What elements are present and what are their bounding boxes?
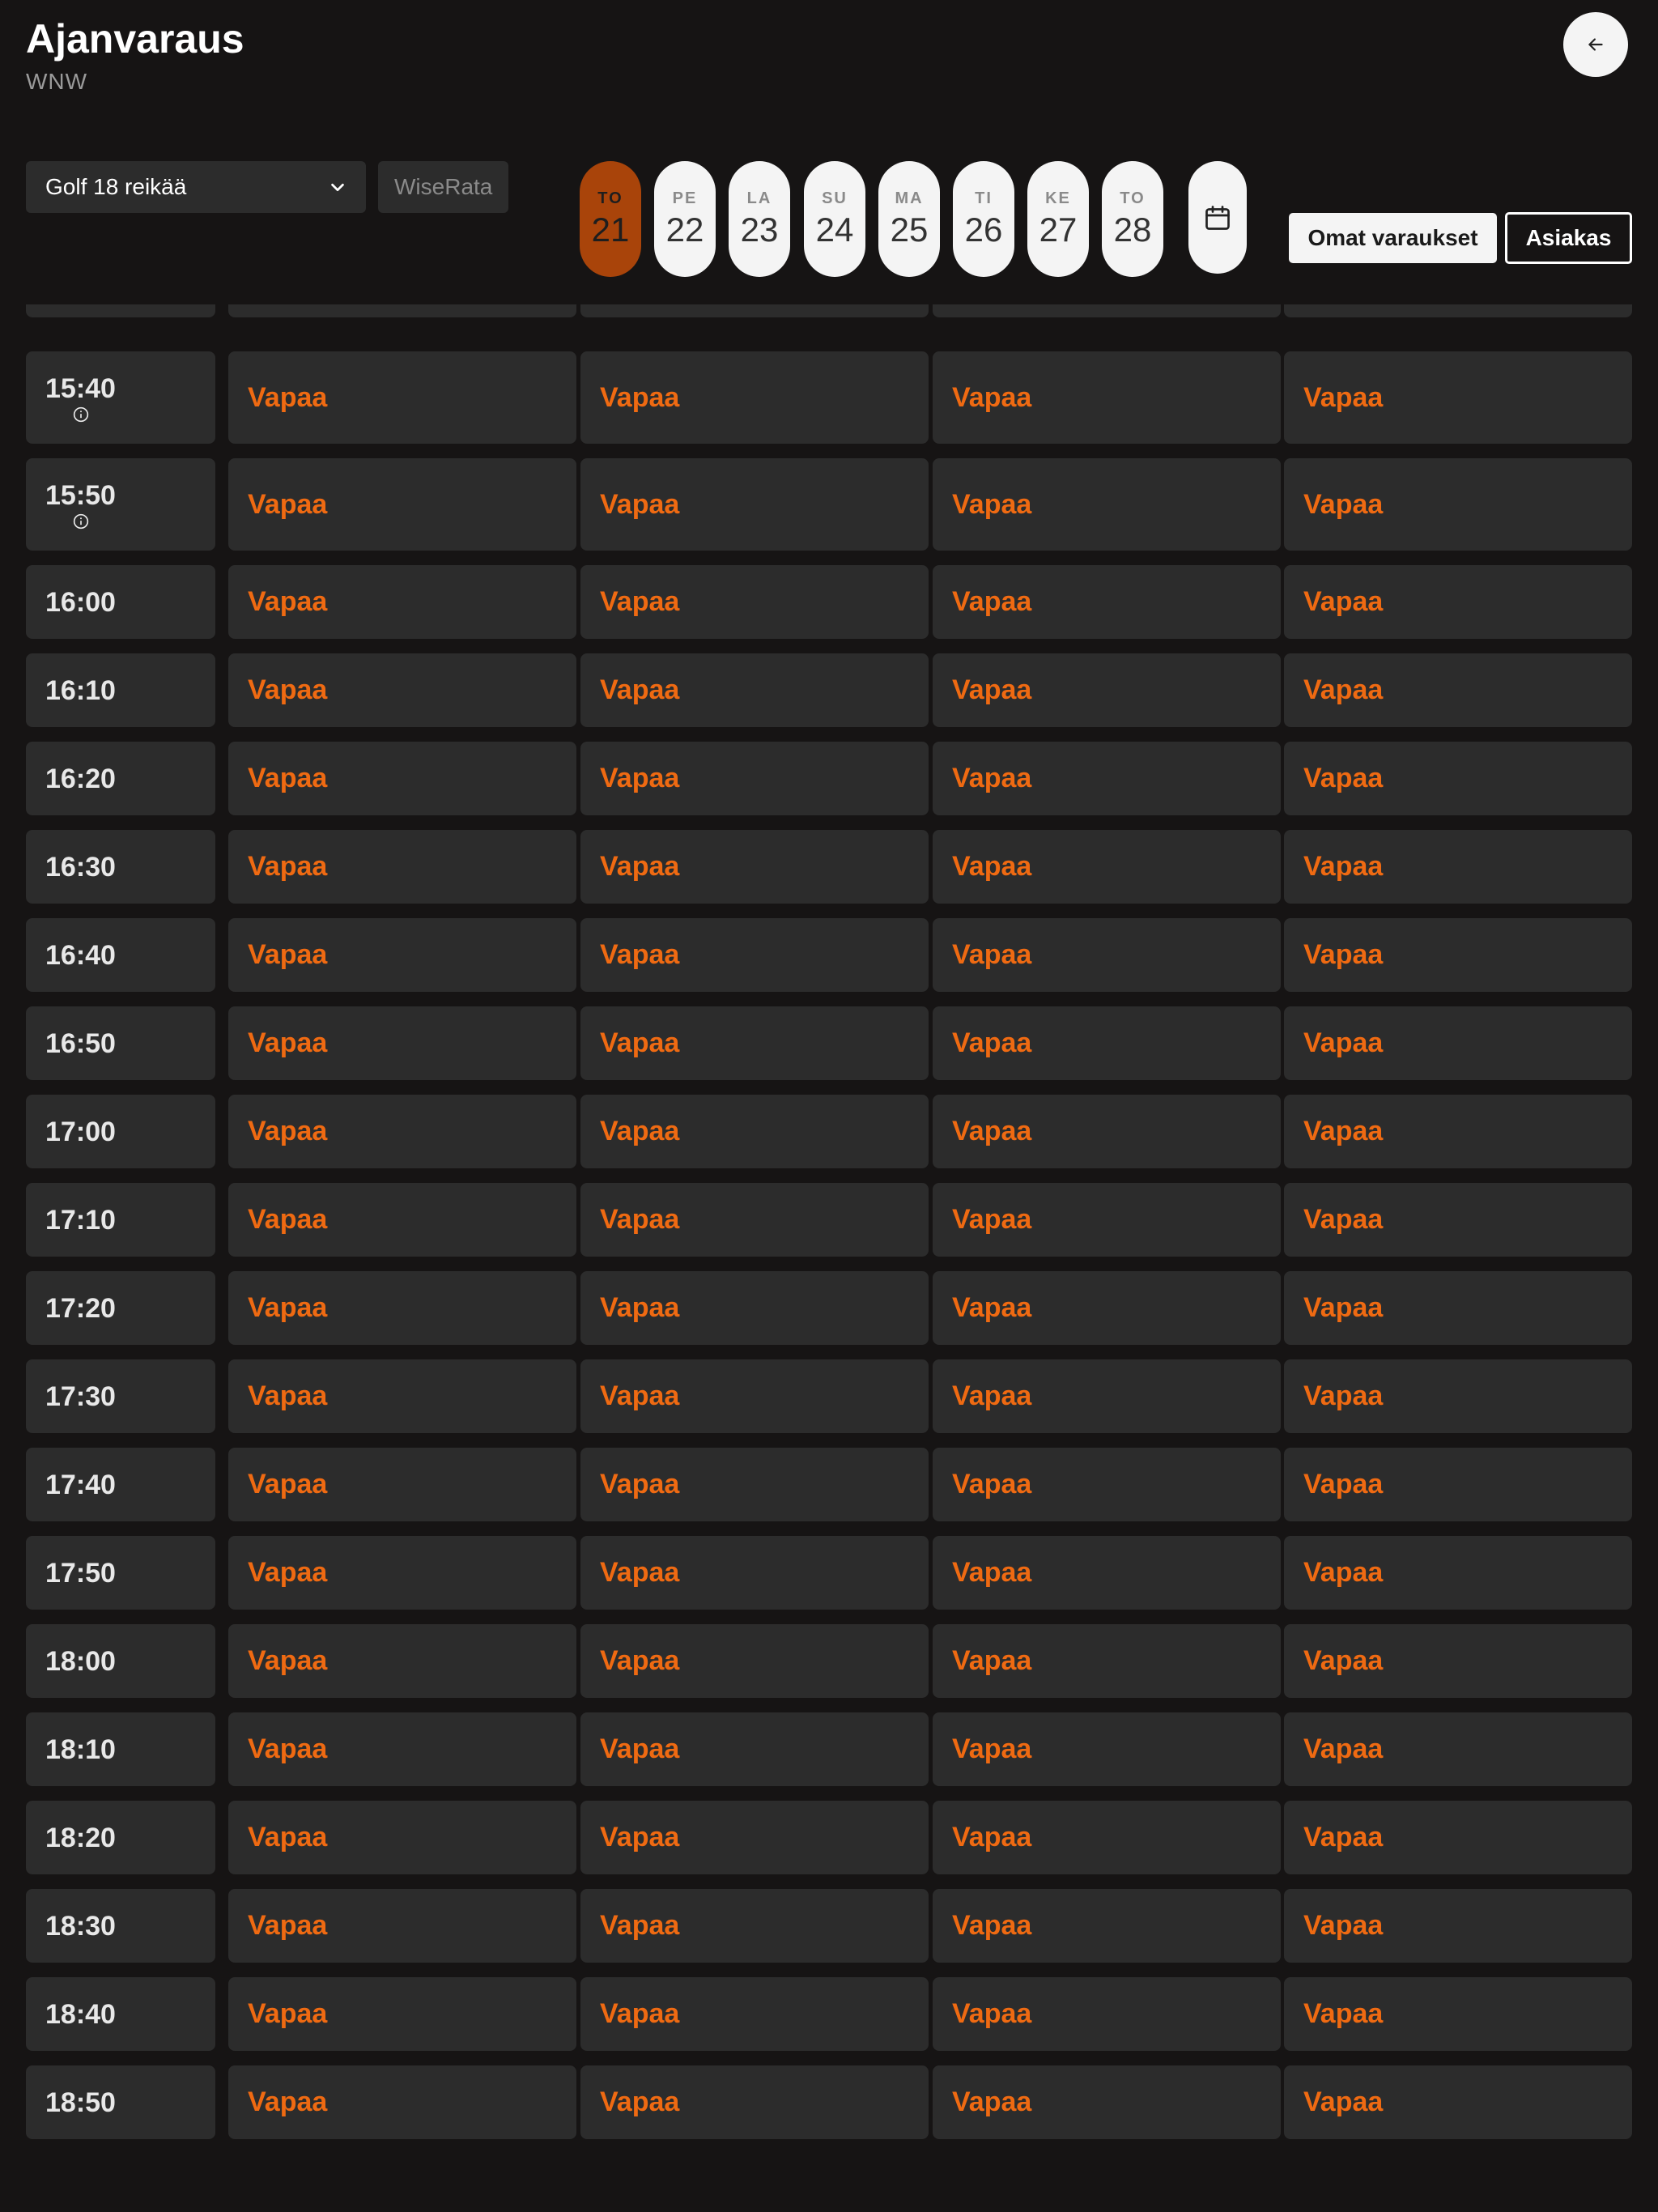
slot-row xyxy=(0,653,1658,727)
slot-status: Vapaa xyxy=(248,1645,328,1676)
info-icon[interactable] xyxy=(73,406,89,423)
slot-cell[interactable] xyxy=(1284,1448,1632,1521)
slot-status: Vapaa xyxy=(248,1027,328,1058)
slot-cell[interactable] xyxy=(1284,458,1632,551)
slot-status: Vapaa xyxy=(1303,1116,1384,1146)
slot-cell[interactable] xyxy=(1284,304,1632,317)
slot-cell[interactable] xyxy=(1284,1977,1632,2051)
slot-cell[interactable] xyxy=(580,1624,929,1698)
slot-cell[interactable] xyxy=(228,830,576,904)
time-label: 16:40 xyxy=(45,939,116,971)
time-label: 18:20 xyxy=(45,1822,116,1853)
day-number: 27 xyxy=(1039,210,1078,249)
slot-status: Vapaa xyxy=(600,1380,680,1411)
own-bookings-button[interactable]: Omat varaukset xyxy=(1289,213,1497,263)
day-number: 22 xyxy=(665,210,704,249)
slot-cell[interactable] xyxy=(228,1624,576,1698)
time-label: 16:10 xyxy=(45,674,116,706)
slot-status: Vapaa xyxy=(1303,2087,1384,2117)
slot-cell[interactable] xyxy=(933,565,1281,639)
slot-cell[interactable] xyxy=(1284,1801,1632,1874)
slot-cell[interactable] xyxy=(580,1271,929,1345)
slot-status: Vapaa xyxy=(1303,1557,1384,1588)
slot-status: Vapaa xyxy=(952,2087,1032,2117)
slot-row xyxy=(0,458,1658,551)
time-label: 15:40 xyxy=(45,373,116,404)
time-label: 18:30 xyxy=(45,1910,116,1942)
slot-cell[interactable] xyxy=(1284,565,1632,639)
slot-cell[interactable] xyxy=(228,653,576,727)
time-label: 16:30 xyxy=(45,851,116,883)
slot-cell[interactable] xyxy=(580,1801,929,1874)
slot-status: Vapaa xyxy=(248,1910,328,1941)
slot-cell[interactable] xyxy=(1284,1536,1632,1610)
time-label: 17:50 xyxy=(45,1557,116,1589)
slot-status: Vapaa xyxy=(952,1645,1032,1676)
slot-status: Vapaa xyxy=(1303,488,1384,520)
slot-cell[interactable] xyxy=(933,1359,1281,1433)
slot-status: Vapaa xyxy=(952,488,1032,520)
slot-row xyxy=(0,1183,1658,1257)
slot-status: Vapaa xyxy=(600,1204,680,1235)
page-subtitle: WNW xyxy=(26,69,88,94)
slot-status: Vapaa xyxy=(600,763,680,793)
slot-cell[interactable] xyxy=(580,351,929,444)
slot-row xyxy=(0,1359,1658,1433)
slot-cell[interactable] xyxy=(580,742,929,815)
slot-cell[interactable] xyxy=(580,1006,929,1080)
slot-status: Vapaa xyxy=(248,1822,328,1853)
slot-cell[interactable] xyxy=(933,1271,1281,1345)
slot-cell[interactable] xyxy=(1284,1889,1632,1963)
time-cell xyxy=(26,1712,215,1786)
customer-button[interactable]: Asiakas xyxy=(1505,212,1632,264)
slot-row xyxy=(0,565,1658,639)
slot-status: Vapaa xyxy=(952,1380,1032,1411)
slot-status: Vapaa xyxy=(600,1645,680,1676)
slot-status: Vapaa xyxy=(248,586,328,617)
slot-cell[interactable] xyxy=(1284,830,1632,904)
slot-row xyxy=(0,830,1658,904)
slot-status: Vapaa xyxy=(1303,1733,1384,1764)
slot-cell[interactable] xyxy=(1284,653,1632,727)
time-label: 16:20 xyxy=(45,763,116,794)
time-label: 17:30 xyxy=(45,1380,116,1412)
slot-row xyxy=(0,1006,1658,1080)
time-label: 18:50 xyxy=(45,2087,116,2118)
day-name: SU xyxy=(822,189,848,207)
slot-cell[interactable] xyxy=(580,1977,929,2051)
slot-status: Vapaa xyxy=(1303,1910,1384,1941)
time-label: 17:10 xyxy=(45,1204,116,1236)
arrow-left-icon xyxy=(1585,34,1606,55)
time-label: 17:40 xyxy=(45,1469,116,1500)
slot-cell[interactable] xyxy=(228,1977,576,2051)
slot-status: Vapaa xyxy=(952,763,1032,793)
slot-row xyxy=(0,918,1658,992)
slot-cell[interactable] xyxy=(933,1536,1281,1610)
slot-status: Vapaa xyxy=(600,1469,680,1499)
time-cell xyxy=(26,304,215,317)
day-number: 26 xyxy=(964,210,1003,249)
time-cell xyxy=(26,1977,215,2051)
day-2[interactable] xyxy=(729,161,790,277)
slot-status: Vapaa xyxy=(600,1557,680,1588)
time-label: 18:00 xyxy=(45,1645,116,1677)
slot-cell[interactable] xyxy=(580,830,929,904)
slot-status: Vapaa xyxy=(248,1116,328,1146)
slot-status: Vapaa xyxy=(952,851,1032,882)
course-field[interactable]: WiseRata xyxy=(378,161,508,213)
slot-cell[interactable] xyxy=(933,458,1281,551)
slot-status: Vapaa xyxy=(600,1910,680,1941)
slot-cell[interactable] xyxy=(1284,1359,1632,1433)
slot-cell[interactable] xyxy=(1284,1271,1632,1345)
time-label: 17:00 xyxy=(45,1116,116,1147)
slot-cell[interactable] xyxy=(933,1889,1281,1963)
time-cell xyxy=(26,918,215,992)
slot-status: Vapaa xyxy=(600,1733,680,1764)
slot-status: Vapaa xyxy=(952,1116,1032,1146)
slot-row-partial xyxy=(0,304,1658,317)
game-type-value: Golf 18 reikää xyxy=(45,174,187,199)
day-name: LA xyxy=(746,189,772,207)
time-cell xyxy=(26,458,215,551)
slot-cell[interactable] xyxy=(1284,1095,1632,1168)
slot-cell[interactable] xyxy=(933,2065,1281,2139)
slot-status: Vapaa xyxy=(248,1292,328,1323)
slot-row xyxy=(0,351,1658,444)
time-cell xyxy=(26,830,215,904)
slot-status: Vapaa xyxy=(952,1204,1032,1235)
slot-status: Vapaa xyxy=(952,1822,1032,1853)
slot-cell[interactable] xyxy=(580,1448,929,1521)
day-number: 25 xyxy=(890,210,929,249)
slot-cell[interactable] xyxy=(228,458,576,551)
slot-cell[interactable] xyxy=(228,918,576,992)
slot-cell[interactable] xyxy=(580,1712,929,1786)
day-name: TI xyxy=(975,189,993,207)
slot-cell[interactable] xyxy=(933,304,1281,317)
slot-status: Vapaa xyxy=(600,1292,680,1323)
slot-cell[interactable] xyxy=(933,351,1281,444)
day-name: MA xyxy=(895,189,924,207)
slot-cell[interactable] xyxy=(1284,2065,1632,2139)
slot-cell[interactable] xyxy=(1284,1712,1632,1786)
day-name: KE xyxy=(1045,189,1071,207)
time-cell xyxy=(26,1006,215,1080)
slot-status: Vapaa xyxy=(952,1733,1032,1764)
slot-cell[interactable] xyxy=(1284,918,1632,992)
time-cell xyxy=(26,1183,215,1257)
slot-cell[interactable] xyxy=(933,918,1281,992)
slot-status: Vapaa xyxy=(600,674,680,705)
slot-cell[interactable] xyxy=(933,1095,1281,1168)
slot-cell[interactable] xyxy=(228,1183,576,1257)
day-3[interactable] xyxy=(804,161,865,277)
slot-status: Vapaa xyxy=(1303,1292,1384,1323)
time-cell xyxy=(26,1271,215,1345)
slot-row xyxy=(0,1889,1658,1963)
time-label: 18:10 xyxy=(45,1733,116,1765)
slot-cell[interactable] xyxy=(580,1183,929,1257)
slot-status: Vapaa xyxy=(248,674,328,705)
slot-cell[interactable] xyxy=(933,1801,1281,1874)
slot-cell[interactable] xyxy=(1284,742,1632,815)
slot-cell[interactable] xyxy=(228,565,576,639)
calendar-icon xyxy=(1203,203,1232,232)
slot-status: Vapaa xyxy=(600,851,680,882)
slot-cell[interactable] xyxy=(228,1271,576,1345)
slot-status: Vapaa xyxy=(600,1822,680,1853)
slot-cell[interactable] xyxy=(228,1006,576,1080)
slot-status: Vapaa xyxy=(248,939,328,970)
slot-status: Vapaa xyxy=(248,488,328,520)
time-cell xyxy=(26,742,215,815)
slot-row xyxy=(0,1712,1658,1786)
time-cell xyxy=(26,2065,215,2139)
slot-cell[interactable] xyxy=(933,1448,1281,1521)
slot-cell[interactable] xyxy=(933,830,1281,904)
slot-cell[interactable] xyxy=(228,351,576,444)
game-type-select[interactable] xyxy=(26,161,366,213)
slot-row xyxy=(0,742,1658,815)
day-number: 23 xyxy=(740,210,779,249)
slot-status: Vapaa xyxy=(1303,381,1384,413)
slot-status: Vapaa xyxy=(248,2087,328,2117)
slot-cell[interactable] xyxy=(228,742,576,815)
slot-status: Vapaa xyxy=(600,1998,680,2029)
slot-cell[interactable] xyxy=(580,304,929,317)
day-4[interactable] xyxy=(878,161,940,277)
slot-cell[interactable] xyxy=(580,2065,929,2139)
slot-row xyxy=(0,1448,1658,1521)
slot-status: Vapaa xyxy=(952,1469,1032,1499)
slot-status: Vapaa xyxy=(248,1557,328,1588)
slot-status: Vapaa xyxy=(952,1557,1032,1588)
slot-status: Vapaa xyxy=(248,851,328,882)
slot-status: Vapaa xyxy=(952,1027,1032,1058)
slot-status: Vapaa xyxy=(952,586,1032,617)
slot-status: Vapaa xyxy=(1303,1822,1384,1853)
slot-row xyxy=(0,2065,1658,2139)
info-icon[interactable] xyxy=(73,513,89,530)
slot-cell[interactable] xyxy=(580,1359,929,1433)
slot-status: Vapaa xyxy=(1303,763,1384,793)
slot-status: Vapaa xyxy=(1303,1380,1384,1411)
time-cell xyxy=(26,1095,215,1168)
time-label: 17:20 xyxy=(45,1292,116,1324)
slot-row xyxy=(0,1271,1658,1345)
slot-status: Vapaa xyxy=(600,939,680,970)
slot-status: Vapaa xyxy=(1303,851,1384,882)
day-name: PE xyxy=(672,189,698,207)
slot-cell[interactable] xyxy=(228,1448,576,1521)
slot-status: Vapaa xyxy=(600,381,680,413)
time-cell xyxy=(26,351,215,444)
slot-status: Vapaa xyxy=(952,1998,1032,2029)
time-cell xyxy=(26,1359,215,1433)
slot-row xyxy=(0,1536,1658,1610)
slot-status: Vapaa xyxy=(600,586,680,617)
time-cell xyxy=(26,653,215,727)
time-cell xyxy=(26,1801,215,1874)
slot-cell[interactable] xyxy=(933,1712,1281,1786)
day-6[interactable] xyxy=(1027,161,1089,277)
slot-status: Vapaa xyxy=(248,381,328,413)
slot-row xyxy=(0,1801,1658,1874)
slot-cell[interactable] xyxy=(580,1889,929,1963)
time-cell xyxy=(26,1889,215,1963)
slot-status: Vapaa xyxy=(952,1292,1032,1323)
back-button[interactable] xyxy=(1563,12,1628,77)
slot-cell[interactable] xyxy=(933,653,1281,727)
slot-status: Vapaa xyxy=(600,1027,680,1058)
slot-status: Vapaa xyxy=(952,674,1032,705)
time-label: 15:50 xyxy=(45,480,116,511)
time-cell xyxy=(26,1448,215,1521)
slot-cell[interactable] xyxy=(228,1889,576,1963)
slot-cell[interactable] xyxy=(933,742,1281,815)
slot-row xyxy=(0,1977,1658,2051)
chevron-down-icon xyxy=(329,178,346,196)
slot-status: Vapaa xyxy=(248,1204,328,1235)
slot-cell[interactable] xyxy=(933,1977,1281,2051)
slot-status: Vapaa xyxy=(248,763,328,793)
slot-status: Vapaa xyxy=(248,1380,328,1411)
slot-cell[interactable] xyxy=(228,1536,576,1610)
slot-status: Vapaa xyxy=(1303,674,1384,705)
slot-cell[interactable] xyxy=(228,1801,576,1874)
day-7[interactable] xyxy=(1102,161,1163,277)
time-label: 16:50 xyxy=(45,1027,116,1059)
slot-cell[interactable] xyxy=(228,304,576,317)
slot-cell[interactable] xyxy=(228,1712,576,1786)
slot-status: Vapaa xyxy=(1303,1998,1384,2029)
slot-cell[interactable] xyxy=(933,1624,1281,1698)
day-name: TO xyxy=(1120,189,1146,207)
slot-cell[interactable] xyxy=(580,1095,929,1168)
slot-cell[interactable] xyxy=(1284,1624,1632,1698)
time-cell xyxy=(26,1536,215,1610)
slot-status: Vapaa xyxy=(248,1733,328,1764)
slot-cell[interactable] xyxy=(933,1006,1281,1080)
slot-status: Vapaa xyxy=(1303,1027,1384,1058)
time-label: 18:40 xyxy=(45,1998,116,2030)
slot-status: Vapaa xyxy=(952,939,1032,970)
slot-status: Vapaa xyxy=(952,1910,1032,1941)
slot-cell[interactable] xyxy=(1284,351,1632,444)
day-1[interactable] xyxy=(654,161,716,277)
day-5[interactable] xyxy=(953,161,1014,277)
slot-cell[interactable] xyxy=(228,1359,576,1433)
slot-cell[interactable] xyxy=(580,1536,929,1610)
time-label: 16:00 xyxy=(45,586,116,618)
time-cell xyxy=(26,565,215,639)
slot-row xyxy=(0,1095,1658,1168)
slot-status: Vapaa xyxy=(1303,1645,1384,1676)
slot-status: Vapaa xyxy=(600,488,680,520)
slot-status: Vapaa xyxy=(952,381,1032,413)
slot-cell[interactable] xyxy=(1284,1006,1632,1080)
day-number: 28 xyxy=(1113,210,1152,249)
calendar-button[interactable] xyxy=(1188,161,1247,274)
slot-cell[interactable] xyxy=(580,565,929,639)
day-name: TO xyxy=(597,189,623,207)
slot-cell[interactable] xyxy=(580,653,929,727)
slot-cell[interactable] xyxy=(1284,1183,1632,1257)
slot-status: Vapaa xyxy=(1303,1469,1384,1499)
slot-cell[interactable] xyxy=(228,2065,576,2139)
day-number: 21 xyxy=(591,210,630,249)
slot-row xyxy=(0,1624,1658,1698)
slot-status: Vapaa xyxy=(1303,939,1384,970)
day-number: 24 xyxy=(815,210,854,249)
slot-status: Vapaa xyxy=(600,2087,680,2117)
slot-cell[interactable] xyxy=(580,458,929,551)
time-cell xyxy=(26,1624,215,1698)
slot-status: Vapaa xyxy=(248,1469,328,1499)
tee-time-grid[interactable] xyxy=(0,304,1658,2212)
slot-cell[interactable] xyxy=(933,1183,1281,1257)
slot-status: Vapaa xyxy=(1303,586,1384,617)
day-0[interactable] xyxy=(580,161,641,277)
page-title: Ajanvaraus xyxy=(26,16,244,62)
slot-status: Vapaa xyxy=(1303,1204,1384,1235)
slot-status: Vapaa xyxy=(600,1116,680,1146)
slot-status: Vapaa xyxy=(248,1998,328,2029)
slot-cell[interactable] xyxy=(580,918,929,992)
slot-cell[interactable] xyxy=(228,1095,576,1168)
